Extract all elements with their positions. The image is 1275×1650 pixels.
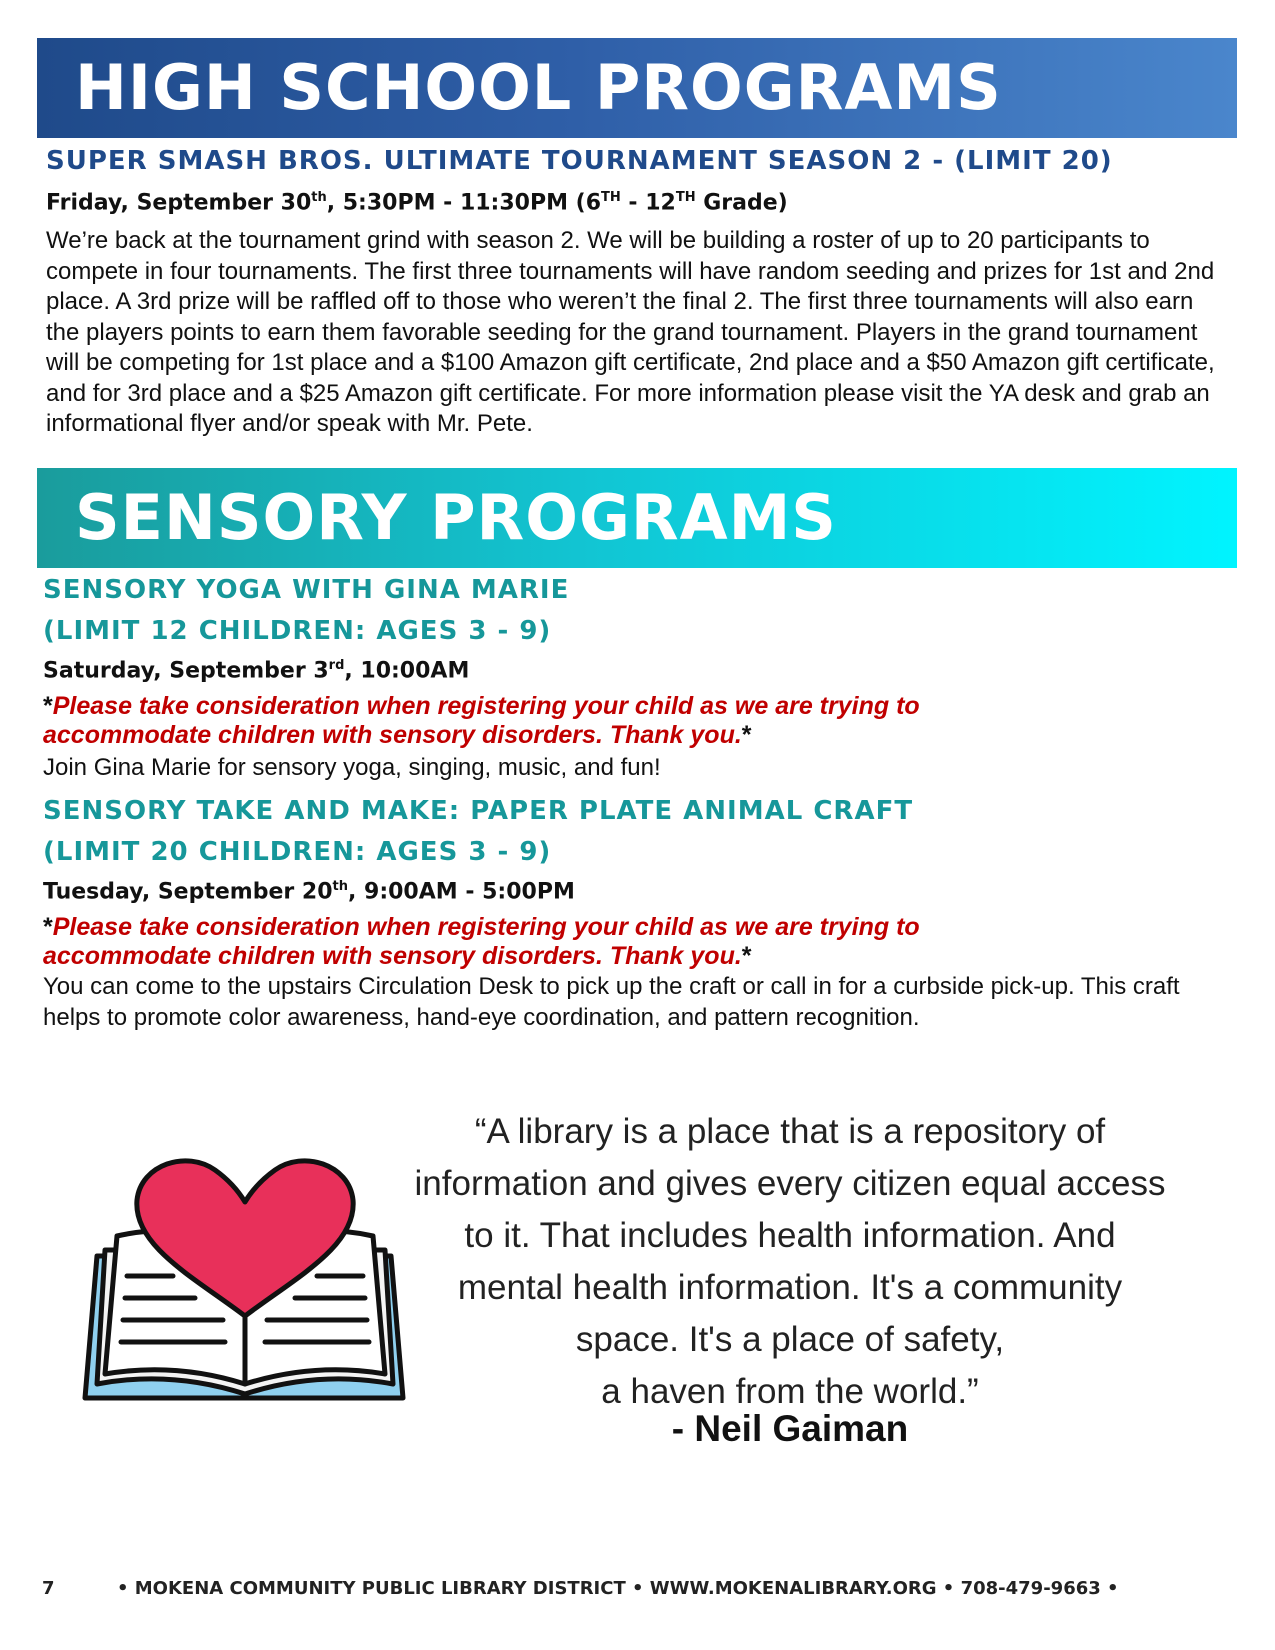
high-school-heading: HIGH SCHOOL PROGRAMS bbox=[75, 51, 1002, 124]
high-school-banner bbox=[37, 38, 1237, 138]
quote-line: information and gives every citizen equal access bbox=[414, 1164, 1166, 1203]
yoga-title-line2: (LIMIT 12 CHILDREN: AGES 3 - 9) bbox=[43, 616, 552, 646]
smash-bros-title: SUPER SMASH BROS. ULTIMATE TOURNAMENT SEASON 2 - (LIMIT 20) bbox=[46, 146, 1113, 176]
yoga-consideration-note: *Please take consideration when registering your child as we are trying to accommodate children with sensory disorders. Thank you.* bbox=[43, 692, 920, 749]
quote-author: - Neil Gaiman bbox=[671, 1408, 909, 1449]
quote-line: space. It's a place of safety, bbox=[575, 1320, 1005, 1359]
sensory-banner bbox=[37, 468, 1237, 568]
quote-line: “A library is a place that is a repository of bbox=[474, 1112, 1106, 1151]
yoga-date: Saturday, September 3rd, 10:00AM bbox=[43, 658, 470, 684]
quote-line: mental health information. It's a community bbox=[457, 1268, 1123, 1307]
craft-description: You can come to the upstairs Circulation Desk to pick up the craft or call in for a curbside pick-up. This craft helps to promote color awareness, hand-eye coordination, and pattern recognition. bbox=[43, 973, 1180, 1031]
smash-bros-description: We’re back at the tournament grind with season 2. We will be building a roster of up to 20 participants to compete in four tournaments. The first three tournaments will have random seeding and prizes for 1st and 2nd place. A 3rd prize will be raffled off to those who weren’t the final 2. The first three tournaments will also earn the players points to earn them favorable seeding for the grand tournament. Players in the grand tournament will be competing for 1st place and a $100 Amazon gift certificate, 2nd place and a $50 Amazon gift certificate, and for 3rd place and a $25 Amazon gift certificate. For more information please visit the YA desk and grab an informational flyer and/or speak with Mr. Pete. bbox=[46, 227, 1215, 437]
page-number: 7 bbox=[42, 1578, 55, 1599]
craft-title-line2: (LIMIT 20 CHILDREN: AGES 3 - 9) bbox=[43, 837, 552, 867]
quote-line: to it. That includes health information. And bbox=[464, 1216, 1116, 1255]
craft-date: Tuesday, September 20th, 9:00AM - 5:00PM bbox=[43, 879, 575, 905]
smash-bros-date: Friday, September 30th, 5:30PM - 11:30PM (6TH - 12TH Grade) bbox=[46, 190, 788, 216]
footer-contact: • MOKENA COMMUNITY PUBLIC LIBRARY DISTRICT • WWW.MOKENALIBRARY.ORG • 708-479-9663 • bbox=[117, 1578, 1119, 1599]
craft-consideration-note: *Please take consideration when registering your child as we are trying to accommodate children with sensory disorders. Thank you.* bbox=[43, 913, 920, 970]
yoga-title-line1: SENSORY YOGA WITH GINA MARIE bbox=[43, 575, 570, 605]
sensory-heading: SENSORY PROGRAMS bbox=[75, 481, 837, 554]
gaiman-quote bbox=[395, 1106, 1185, 1418]
yoga-description: Join Gina Marie for sensory yoga, singing, music, and fun! bbox=[43, 754, 661, 781]
craft-title-line1: SENSORY TAKE AND MAKE: PAPER PLATE ANIMAL CRAFT bbox=[43, 796, 914, 826]
heart-book-icon bbox=[75, 1148, 415, 1408]
quote-line: a haven from the world.” bbox=[601, 1372, 979, 1411]
